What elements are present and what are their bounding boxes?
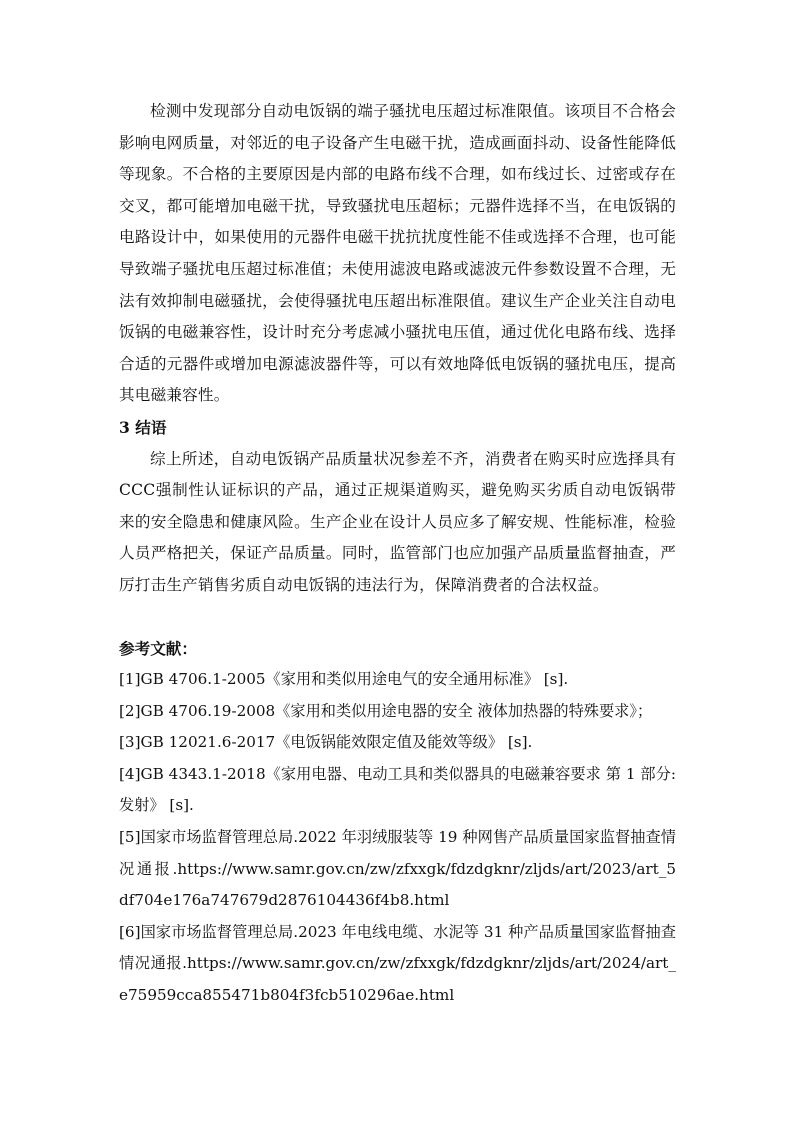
reference-item-2: [2]GB 4706.19-2008《家用和类似用途电器的安全 液体加热器的特殊要求》；: [119, 701, 653, 720]
reference-item-6: [6]国家市场监督管理总局.2023 年电线电缆、水泥等 31 种产品质量国家监督抽查情况通报.https://www.samr.gov.cn/zw/zfxxgk/fdzdgknr/zljds/art/2024/art_e75959cca855471b804f3fcb510296ae.html: [119, 922, 676, 1005]
section-heading-conclusion: 3 结语: [119, 417, 167, 437]
reference-item-4: [4]GB 4343.1-2018《家用电器、电动工具和类似器具的电磁兼容要求 第 1 部分:发射》 [s].: [119, 764, 676, 815]
reference-item-1: [1]GB 4706.1-2005《家用和类似用途电气的安全通用标准》 [s].: [119, 670, 569, 689]
references-title: 参考文献：: [119, 638, 197, 658]
document-page: [119, 96, 676, 1012]
reference-item-3: [3]GB 12021.6-2017《电饭锅能效限定值及能效等级》 [s].: [119, 733, 533, 752]
body-paragraph-1: 检测中发现部分自动电饭锅的端子骚扰电压超过标准限值。该项目不合格会影响电网质量，对邻近的电子设备产生电磁干扰，造成画面抖动、设备性能降低等现象。不合格的主要原因是内部的电路布线不合理，如布线过长、过密或存在交叉，都可能增加电磁干扰，导致骚扰电压超标；元器件选择不当，在电饭锅的电路设计中，如果使用的元器件电磁干扰抗扰度性能不佳或选择不合理，也可能导致端子骚扰电压超过标准值；未使用滤波电路或滤波元件参数设置不合理，无法有效抑制电磁骚扰，会使得骚扰电压超出标准限值。建议生产企业关注自动电饭锅的电磁兼容性，设计时充分考虑减小骚扰电压值，通过优化电路布线、选择合适的元器件或增加电源滤波器件等，可以有效地降低电饭锅的骚扰电压，提高其电磁兼容性。: [119, 102, 676, 405]
references-list: [119, 664, 676, 1012]
body-paragraph-2: 综上所述，自动电饭锅产品质量状况参差不齐，消费者在购买时应选择具有CCC强制性认证标识的产品，通过正规渠道购买，避免购买劣质自动电饭锅带来的安全隐患和健康风险。生产企业在设计人员应多了解安规、性能标准，检验人员严格把关，保证产品质量。同时，监管部门也应加强产品质量监督抽查，严厉打击生产销售劣质自动电饭锅的违法行为，保障消费者的合法权益。: [119, 449, 676, 594]
reference-item-5: [5]国家市场监督管理总局.2022 年羽绒服装等 19 种网售产品质量国家监督抽查情况通报.https://www.samr.gov.cn/zw/zfxxgk/fdzdgknr/zljds/art/2023/art_5df704e176a747679d2876104436f4b8.html: [119, 828, 676, 910]
